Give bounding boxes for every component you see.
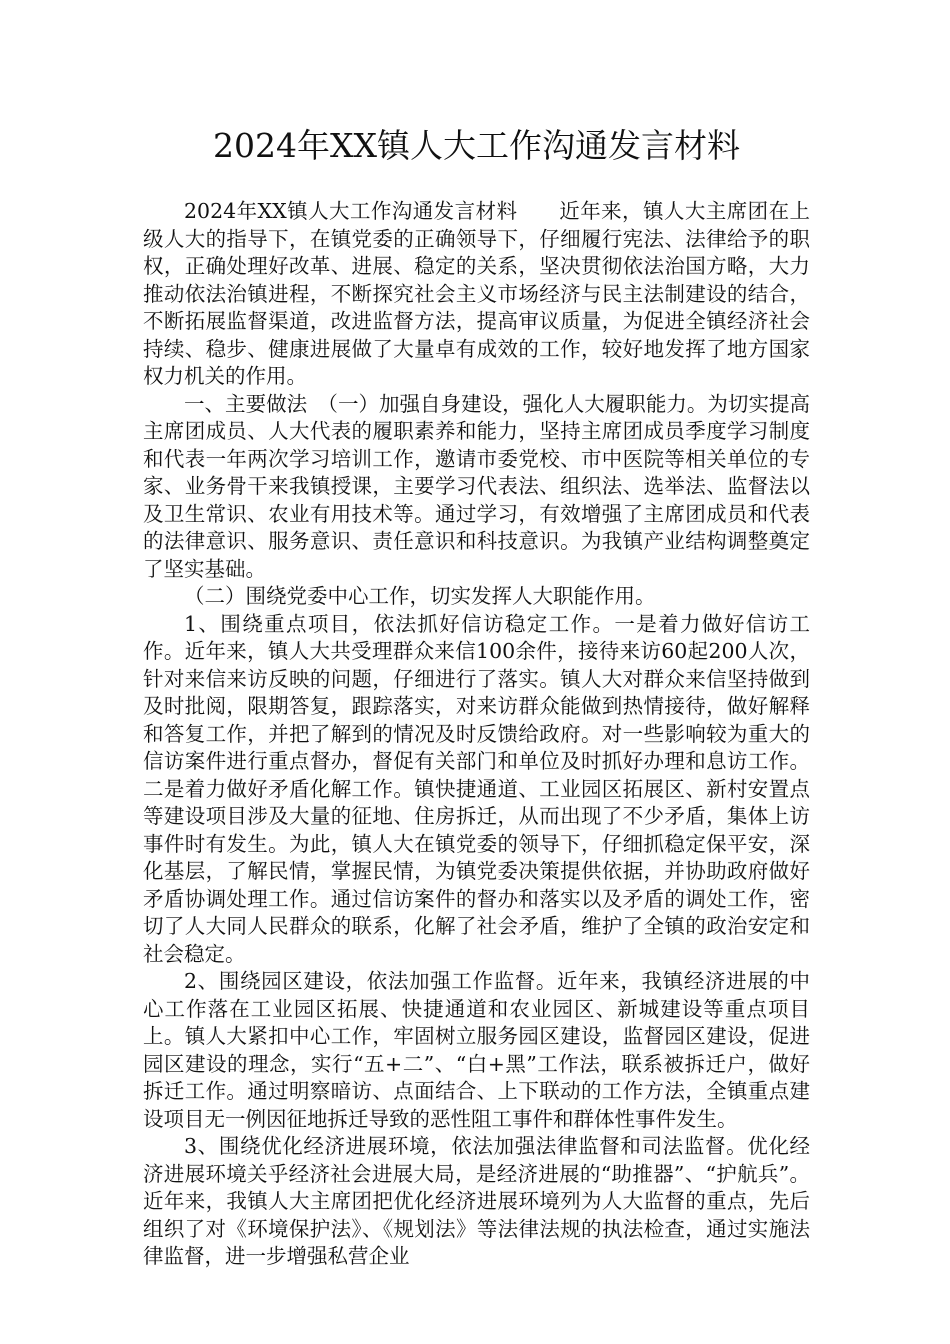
paragraph-section-two-heading: （二）围绕党委中心工作，切实发挥人大职能作用。	[184, 584, 656, 608]
paragraph-petition-work: 1、围绕重点项目，依法抓好信访稳定工作。一是着力做好信访工作。近年来，镇人大共受理群众来信100余件，接待来访60起200人次，针对来信来访反映的问题，仔细进行了落实。镇人大对群众来信坚持做到及时批阅，限期答复，跟踪落实，对来访群众能做到热情接待，做好解释和答复工作，并把了解到的情况及时反馈给政府。对一些影响较为重大的信访案件进行重点督办，督促有关部门和单位及时抓好办理和息访工作。二是着力做好矛盾化解工作。镇快捷通道、工业园区拓展区、新村安置点等建设项目涉及大量的征地、住房拆迁，从而出现了不少矛盾，集体上访事件时有发生。为此，镇人大在镇党委的领导下，仔细抓稳定保平安，深化基层，了解民情，掌握民情，为镇党委决策提供依据，并协助政府做好矛盾协调处理工作。通过信访案件的督办和落实以及矛盾的调处工作，密切了人大同人民群众的联系，化解了社会矛盾，维护了全镇的政治安定和社会稳定。	[143, 611, 810, 966]
paragraph-park-construction: 2、围绕园区建设，依法加强工作监督。近年来，我镇经济进展的中心工作落在工业园区拓展、快捷通道和农业园区、新城建设等重点项目上。镇人大紧扣中心工作，牢固树立服务园区建设，监督园区建设，促进园区建设的理念，实行“五+二”、“白+黑”工作法，联系被拆迁户，做好拆迁工作。通过明察暗访、点面结合、上下联动的工作方法，全镇重点建设项目无一例因征地拆迁导致的恶性阻工事件和群体性事件发生。	[143, 969, 810, 1131]
paragraph-main-practices: 一、主要做法 （一）加强自身建设，强化人大履职能力。为切实提高主席团成员、人大代表的履职素养和能力，坚持主席团成员季度学习制度和代表一年两次学习培训工作，邀请市委党校、市中医院等相关单位的专家、业务骨干来我镇授课，主要学习代表法、组织法、选举法、监督法以及卫生常识、农业有用技术等。通过学习，有效增强了主席团成员和代表的法律意识、服务意识、责任意识和科技意识。为我镇产业结构调整奠定了坚实基础。	[143, 391, 810, 581]
document-title: 2024年XX镇人大工作沟通发言材料	[213, 126, 740, 165]
paragraph-economic-environment: 3、围绕优化经济进展环境，依法加强法律监督和司法监督。优化经济进展环境关乎经济社会进展大局，是经济进展的“助推器”、“护航兵”。近年来，我镇人大主席团把优化经济进展环境列为人大监督的重点，先后组织了对《环境保护法》、《规划法》等法律法规的执法检查，通过实施法律监督，进一步增强私营企业	[143, 1134, 810, 1268]
document-page	[143, 120, 810, 1271]
paragraph-intro: 2024年XX镇人大工作沟通发言材料 近年来，镇人大主席团在上级人大的指导下，在镇党委的正确领导下，仔细履行宪法、法律给予的职权，正确处理好改革、进展、稳定的关系，坚决贯彻依法治国方略，大力推动依法治镇进程，不断探究社会主义市场经济与民主法制建设的结合，不断拓展监督渠道，改进监督方法，提高审议质量，为促进全镇经济社会持续、稳步、健康进展做了大量卓有成效的工作，较好地发挥了地方国家权力机关的作用。	[143, 199, 810, 388]
